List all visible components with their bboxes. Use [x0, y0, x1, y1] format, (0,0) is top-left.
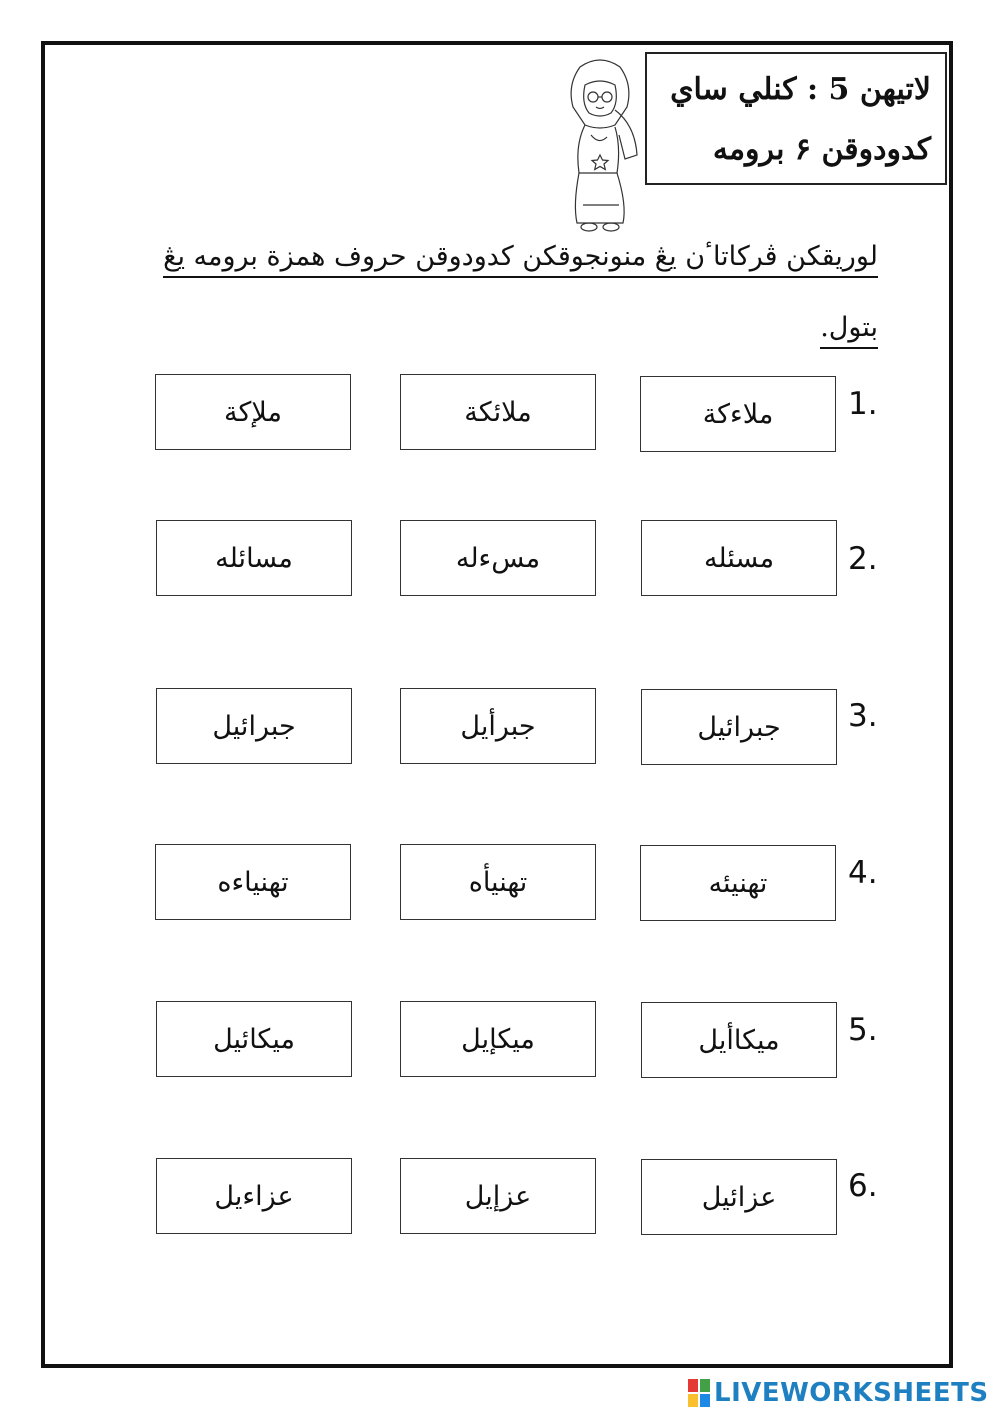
- answer-option[interactable]: ميكاأيل: [641, 1002, 837, 1078]
- answer-option[interactable]: مسئله: [641, 520, 837, 596]
- topic-title: كدودوقن ۶ برومه: [712, 132, 931, 167]
- question-number: 6.: [848, 1168, 878, 1204]
- answer-option[interactable]: ميكائيل: [156, 1001, 352, 1077]
- exercise-title: لاتيهن 5 : كنلي ساي: [670, 72, 931, 107]
- liveworksheets-logo-icon: [688, 1379, 710, 1407]
- answer-option[interactable]: عزائيل: [641, 1159, 837, 1235]
- answer-option[interactable]: تهنيئه: [640, 845, 836, 921]
- answer-option[interactable]: تهنيأه: [400, 844, 596, 920]
- liveworksheets-logo[interactable]: [688, 1378, 989, 1408]
- answer-option[interactable]: ميكإيل: [400, 1001, 596, 1077]
- answer-option[interactable]: مسائله: [156, 520, 352, 596]
- answer-option[interactable]: مسءله: [400, 520, 596, 596]
- answer-option[interactable]: جبرائيل: [641, 689, 837, 765]
- question-number: 1.: [848, 386, 878, 422]
- answer-option[interactable]: جبرائيل: [156, 688, 352, 764]
- question-number: 5.: [848, 1012, 878, 1048]
- answer-option[interactable]: تهنياءه: [155, 844, 351, 920]
- answer-option[interactable]: عزاءيل: [156, 1158, 352, 1234]
- answer-option[interactable]: ملائكة: [400, 374, 596, 450]
- answer-option[interactable]: جبرأيل: [400, 688, 596, 764]
- question-number: 4.: [848, 855, 878, 891]
- title-box: [645, 52, 947, 185]
- instruction-line-2: بتول.: [820, 312, 878, 343]
- hijab-girl-illustration-icon: [555, 55, 645, 235]
- answer-option[interactable]: ملإكة: [155, 374, 351, 450]
- question-number: 3.: [848, 698, 878, 734]
- brand-name: LIVEWORKSHEETS: [714, 1378, 989, 1408]
- answer-option[interactable]: عزإيل: [400, 1158, 596, 1234]
- question-number: 2.: [848, 541, 878, 577]
- answer-option[interactable]: ملاءكة: [640, 376, 836, 452]
- instruction-line-1: لوريقكن ڤركاتاٴن يڠ منونجوقكن كدودوقن حروف همزة برومه يڠ: [163, 241, 878, 272]
